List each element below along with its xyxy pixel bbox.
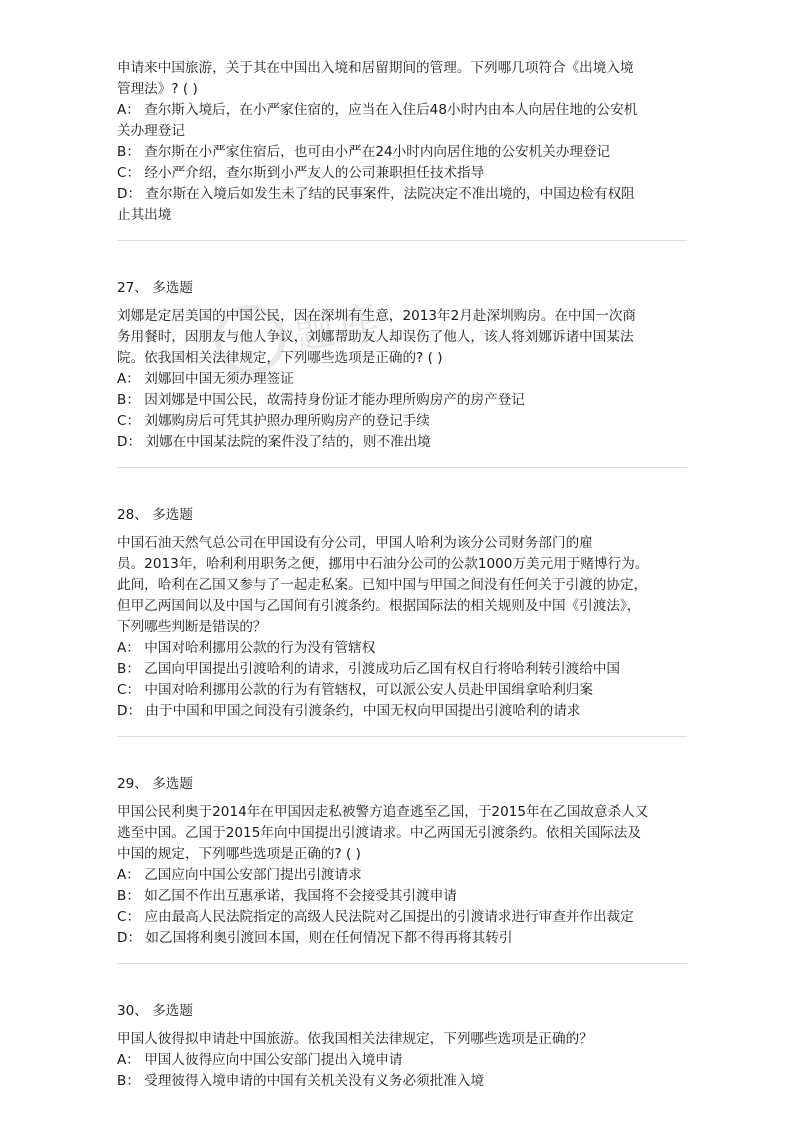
q29-stem-line: 中国的规定，下列哪些选项是正确的? ( ) [117, 846, 361, 862]
q27-stem-line: 院。依我国相关法律规定，下列哪些选项是正确的? ( ) [117, 350, 443, 366]
q28-option-d[interactable]: D： 由于中国和甲国之间没有引渡条约，中国无权向甲国提出引渡哈利的请求 [117, 703, 581, 719]
question-28 [117, 505, 687, 722]
divider [117, 240, 687, 241]
q29-stem-line: 甲国公民利奥于2014年在甲国因走私被警方追查逃至乙国，于2015年在乙国故意杀人又 [117, 804, 649, 820]
q29-option-d[interactable]: D： 如乙国将利奥引渡回本国，则在任何情况下都不得再将其转引 [117, 930, 513, 946]
q27-option-d[interactable]: D： 刘娜在中国某法院的案件没了结的，则不准出境 [117, 434, 431, 450]
question-27 [117, 278, 687, 453]
q29-option-a[interactable]: A： 乙国应向中国公安部门提出引渡请求 [117, 867, 362, 883]
q27-option-b[interactable]: B： 因刘娜是中国公民，故需持身份证才能办理所购房产的房产登记 [117, 392, 525, 408]
q26-option-b[interactable]: B： 查尔斯在小严家住宿后，也可由小严在24小时内向居住地的公安机关办理登记 [117, 144, 611, 160]
q27-stem-line: 刘娜是定居美国的中国公民，因在深圳有生意，2013年2月赴深圳购房。在中国一次商 [117, 308, 637, 324]
q28-option-c[interactable]: C： 中国对哈利挪用公款的行为有管辖权，可以派公安人员赴甲国缉拿哈利归案 [117, 682, 593, 698]
q26-stem-line: 管理法》? ( ) [117, 81, 198, 97]
divider [117, 963, 687, 964]
watermark-text: 题库 [290, 296, 387, 360]
q27-stem-line: 务用餐时，因朋友与他人争议，刘娜帮助友人却误伤了他人，该人将刘娜诉诸中国某法 [117, 329, 634, 345]
question-29 [117, 774, 687, 949]
question-26 [117, 58, 687, 226]
q28-stem-line: 下列哪些判断是错误的？ [117, 619, 267, 635]
q27-option-a[interactable]: A： 刘娜回中国无须办理签证 [117, 371, 294, 387]
divider [117, 736, 687, 737]
q30-option-b[interactable]: B： 受理彼得入境申请的中国有关机关没有义务必须批准入境 [117, 1073, 485, 1089]
q27-heading: 27、 多选题 [117, 280, 193, 296]
q26-option-c[interactable]: C： 经小严介绍，查尔斯到小严友人的公司兼职担任技术指导 [117, 165, 485, 181]
question-30 [117, 1001, 687, 1092]
q26-option-a[interactable]: A： 查尔斯入境后，在小严家住宿的，应当在入住后48小时内由本人向居住地的公安机 [117, 102, 638, 118]
document-page [117, 58, 687, 1092]
q26-option-a-cont: 关办理登记 [117, 123, 185, 139]
q28-stem-line: 此间，哈利在乙国又参与了一起走私案。已知中国与甲国之间没有任何关于引渡的协定， [117, 577, 648, 593]
q29-option-b[interactable]: B： 如乙国不作出互惠承诺，我国将不会接受其引渡申请 [117, 888, 457, 904]
divider [117, 467, 687, 468]
q28-stem-line: 但甲乙两国间以及中国与乙国间有引渡条约。根据国际法的相关规则及中国《引渡法》， [117, 598, 641, 614]
q29-stem-line: 逃至中国。乙国于2015年向中国提出引渡请求。中乙两国无引渡条约。依相关国际法及 [117, 825, 641, 841]
q28-stem-line: 中国石油天然气总公司在甲国设有分公司，甲国人哈利为该分公司财务部门的雇 [117, 535, 593, 551]
q30-option-a[interactable]: A： 甲国人彼得应向中国公安部门提出入境申请 [117, 1052, 403, 1068]
q28-heading: 28、 多选题 [117, 507, 193, 523]
q27-option-c[interactable]: C： 刘娜购房后可凭其护照办理所购房产的登记手续 [117, 413, 430, 429]
q29-option-c[interactable]: C： 应由最高人民法院指定的高级人民法院对乙国提出的引渡请求进行审查并作出裁定 [117, 909, 634, 925]
q29-heading: 29、 多选题 [117, 776, 193, 792]
q26-stem-line: 申请来中国旅游，关于其在中国出入境和居留期间的管理。下列哪几项符合《出境入境 [117, 60, 634, 76]
q26-option-d-cont: 止其出境 [117, 207, 172, 223]
q28-option-a[interactable]: A： 中国对哈利挪用公款的行为没有管辖权 [117, 640, 376, 656]
q28-option-b[interactable]: B： 乙国向甲国提出引渡哈利的请求，引渡成功后乙国有权自行将哈利转引渡给中国 [117, 661, 621, 677]
q30-heading: 30、 多选题 [117, 1003, 193, 1019]
q28-stem-line: 员。2013年，哈利利用职务之便，挪用中石油分公司的公款1000万美元用于赌博行为。 [117, 556, 649, 572]
q26-option-d[interactable]: D： 查尔斯在入境后如发生未了结的民事案件，法院决定不准出境的，中国边检有权阻 [117, 186, 635, 202]
q30-stem-line: 甲国人彼得拟申请赴中国旅游。依我国相关法律规定，下列哪些选项是正确的？ [117, 1031, 593, 1047]
